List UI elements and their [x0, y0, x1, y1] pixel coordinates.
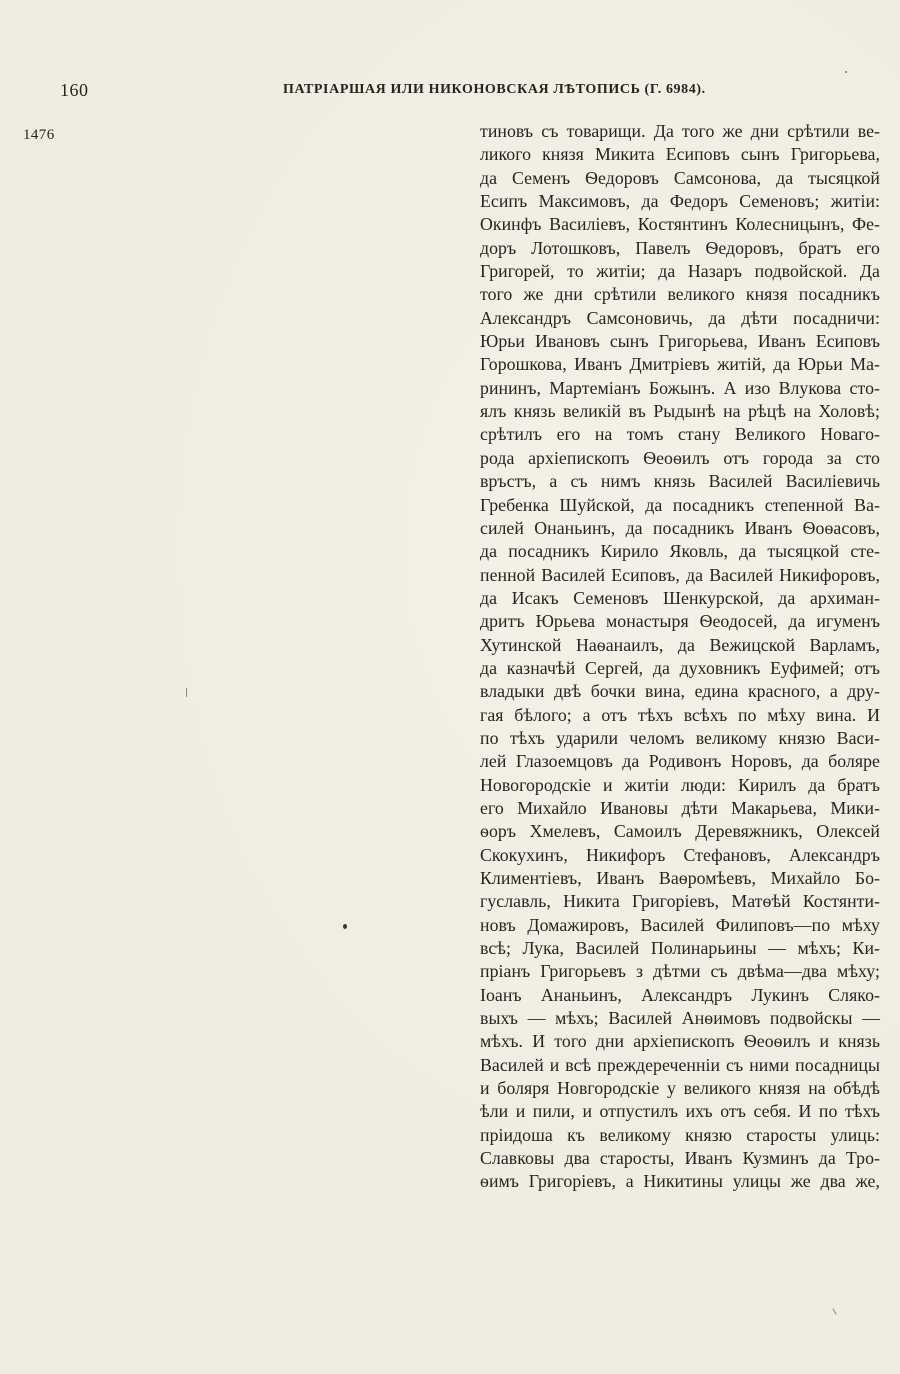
- text-line: Хутинской Наѳанаилъ, да Вежицской Варламъ,: [480, 634, 880, 655]
- text-line: новъ Домажировъ, Василей Филиповъ—по мѣху: [480, 914, 880, 935]
- text-line: да Исакъ Семеновъ Шенкурской, да архиман-: [480, 587, 880, 608]
- text-line: мѣхъ. И того дни архіепископъ Ѳеоѳилъ и князь: [480, 1031, 880, 1052]
- text-line: по тѣхъ ударили челомъ великому князю Васи-: [480, 727, 880, 748]
- text-line: его Михайло Ивановы дѣти Макарьева, Мики-: [480, 797, 880, 818]
- text-line: пріанъ Григорьевъ з дѣтми съ двѣма—два мѣху;: [480, 961, 880, 982]
- text-line: Есипъ Максимовъ, да Федоръ Семеновъ; житіи:: [480, 191, 880, 212]
- running-title: ПАТРІАРШАЯ ИЛИ НИКОНОВСКАЯ ЛѢТОПИСЬ (Г. 6984).: [283, 82, 706, 97]
- text-line: Скокухинъ, Никифоръ Стефановъ, Александръ: [480, 844, 880, 865]
- text-line: Александръ Самсоновичь, да дѣти посадничи:: [480, 307, 880, 328]
- text-line: гуславль, Никита Григоріевъ, Матѳѣй Костянти-: [480, 891, 880, 912]
- text-line: ѳоръ Хмелевъ, Самоилъ Деревяжникъ, Олексей: [480, 821, 880, 842]
- text-line: лей Глазоемцовъ да Родивонъ Норовъ, да боляре: [480, 751, 880, 772]
- text-line: владыки двѣ бочки вина, едина красного, а дру-: [480, 681, 880, 702]
- text-line: и боляря Новгородскіе у великого князя на обѣдѣ: [480, 1078, 880, 1099]
- text-line: да Семенъ Ѳедоровъ Самсонова, да тысяцкой: [480, 167, 880, 188]
- text-line: гая бѣлого; а отъ тѣхъ всѣхъ по мѣху вина. И: [480, 704, 880, 725]
- text-line: Климентіевъ, Иванъ Ваѳромѣевъ, Михайло Бо-: [480, 868, 880, 888]
- text-line: Славковы два старосты, Иванъ Кузминъ да Тро-: [480, 1148, 880, 1169]
- text-line: ликого князя Микита Есиповъ сынъ Григорьева,: [480, 144, 880, 165]
- text-line: выхъ — мѣхъ; Василей Анѳимовъ подвойскы —: [480, 1008, 880, 1029]
- text-line: Окинфъ Василіевъ, Костянтинъ Колесницынъ, Фе-: [480, 214, 880, 235]
- text-line: того же дни срѣтили великого князя посадникъ: [480, 284, 880, 305]
- text-line: ѣли и пили, и отпустилъ ихъ отъ себя. И по тѣхъ: [480, 1101, 880, 1122]
- text-line: рода архіепископъ Ѳеоѳилъ отъ города за сто: [480, 447, 880, 468]
- text-line: тиновъ съ товарищи. Да того же дни срѣтили ве-: [480, 121, 880, 141]
- text-line: пріидоша къ великому князю старосты улиць:: [480, 1124, 880, 1145]
- text-line: връстъ, а съ нимъ князь Василей Василіевичь: [480, 471, 880, 492]
- page-number: 160: [60, 80, 89, 100]
- text-line: Юрьи Ивановъ сынъ Григорьева, Иванъ Есиповъ: [480, 331, 880, 352]
- text-line: Гребенка Шуйской, да посадникъ степенной Ва-: [480, 494, 880, 515]
- text-line: ѳимъ Григоріевъ, а Никитины улицы же два же,: [480, 1171, 880, 1192]
- text-line: дритъ Юрьева монастыря Ѳеодосей, да игуменъ: [480, 611, 880, 632]
- text-line: да казначѣй Сергей, да духовникъ Еуфимей; отъ: [480, 657, 880, 678]
- text-line: Горошкова, Иванъ Дмитріевъ житій, да Юрьи Ма-: [480, 354, 880, 375]
- text-line: срѣтилъ его на томъ стану Великого Новаго-: [480, 424, 880, 445]
- text-line: ялъ князь великій въ Рыдынѣ на рѣцѣ на Холовѣ;: [480, 401, 880, 422]
- text-line: силей Онаньинъ, да посадникъ Иванъ Ѳоѳасовъ,: [480, 517, 880, 538]
- paper-mark: [186, 688, 187, 697]
- text-line: Григорей, то житіи; да Назаръ подвойской. Да: [480, 261, 880, 282]
- text-line: пенной Василей Есиповъ, да Василей Никифоровъ,: [480, 564, 880, 585]
- ink-speck: [845, 71, 847, 73]
- text-line: доръ Лотошковъ, Павелъ Ѳедоровъ, братъ его: [480, 237, 880, 258]
- paper-mark: [832, 1308, 836, 1315]
- text-line: всѣ; Лука, Василей Полинарьины — мѣхъ; Ки-: [480, 938, 880, 959]
- ink-speck: [343, 924, 347, 929]
- margin-year: 1476: [23, 127, 55, 143]
- text-line: рининъ, Мартеміанъ Божынъ. А изо Влукова сто-: [480, 377, 880, 398]
- text-line: Василей и всѣ преждереченніи съ ними посадницы: [480, 1054, 880, 1075]
- body-text: [480, 120, 880, 1194]
- text-line: да посадникъ Кирило Яковль, да тысяцкой сте-: [480, 541, 880, 562]
- text-line: Новогородскіе и житіи люди: Кирилъ да братъ: [480, 774, 880, 795]
- text-line: Іоанъ Ананьинъ, Александръ Лукинъ Сляко-: [480, 984, 880, 1005]
